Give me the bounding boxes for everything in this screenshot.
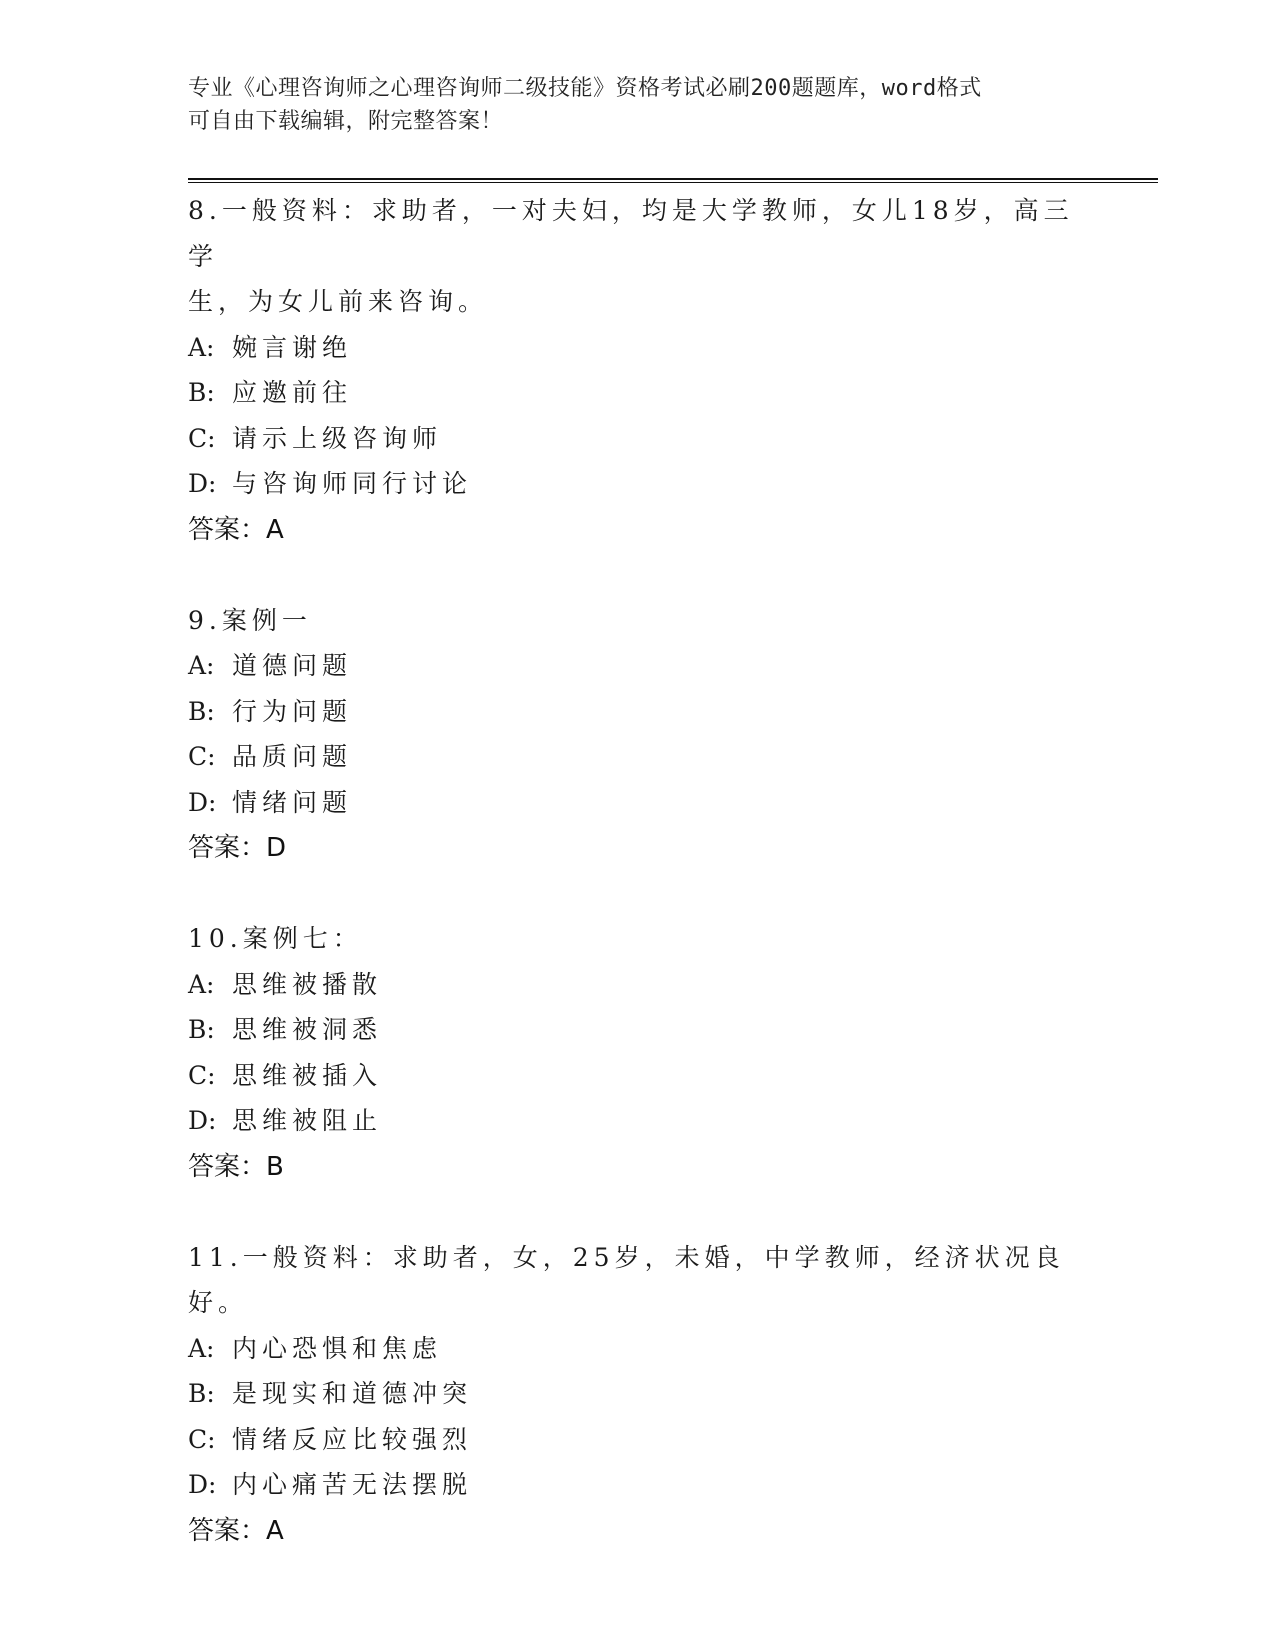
option-a: A: 婉言谢绝 [188, 332, 353, 362]
question-stem: 8.一般资料：求助者，一对夫妇，均是大学教师，女儿18岁，高三学 [188, 196, 1074, 271]
header-divider [188, 178, 1158, 183]
header-line-1: 专业《心理咨询师之心理咨询师二级技能》资格考试必刷200题题库，word格式 [188, 76, 982, 101]
document-header [188, 72, 1088, 138]
question-stem: 10.案例七： [188, 924, 363, 953]
question-stem: 11.一般资料：求助者，女，25岁，未婚，中学教师，经济状况良好。 [188, 1242, 1065, 1317]
option-d: D: 内心痛苦无法摆脱 [188, 1470, 473, 1499]
option-b: B: 是现实和道德冲突 [188, 1379, 473, 1408]
question-list [188, 188, 1088, 1599]
option-c: C: 情绪反应比较强烈 [188, 1424, 473, 1454]
question-10 [188, 916, 1088, 1190]
option-c: C: 思维被插入 [188, 1060, 383, 1090]
option-c: C: 请示上级咨询师 [188, 423, 443, 453]
option-c: C: 品质问题 [188, 742, 353, 771]
header-line-2: 可自由下载编辑，附完整答案！ [188, 109, 504, 134]
question-stem: 9.案例一 [188, 605, 312, 635]
option-d: D: 情绪问题 [188, 787, 353, 817]
answer-line: 答案：A [188, 514, 284, 545]
answer-line: 答案：A [188, 1515, 284, 1546]
question-stem-continued: 生，为女儿前来咨询。 [188, 287, 489, 316]
option-b: B: 行为问题 [188, 696, 353, 726]
question-11 [188, 1235, 1088, 1554]
option-a: A: 道德问题 [188, 651, 353, 680]
option-d: D: 与咨询师同行讨论 [188, 469, 473, 498]
answer-line: 答案：D [188, 833, 287, 863]
option-b: B: 应邀前往 [188, 378, 353, 407]
option-d: D: 思维被阻止 [188, 1106, 383, 1135]
option-a: A: 内心恐惧和焦虑 [188, 1333, 443, 1363]
question-9 [188, 598, 1088, 872]
option-b: B: 思维被洞悉 [188, 1015, 383, 1044]
question-8 [188, 188, 1088, 553]
option-a: A: 思维被播散 [188, 969, 383, 999]
answer-line: 答案：B [188, 1151, 284, 1182]
